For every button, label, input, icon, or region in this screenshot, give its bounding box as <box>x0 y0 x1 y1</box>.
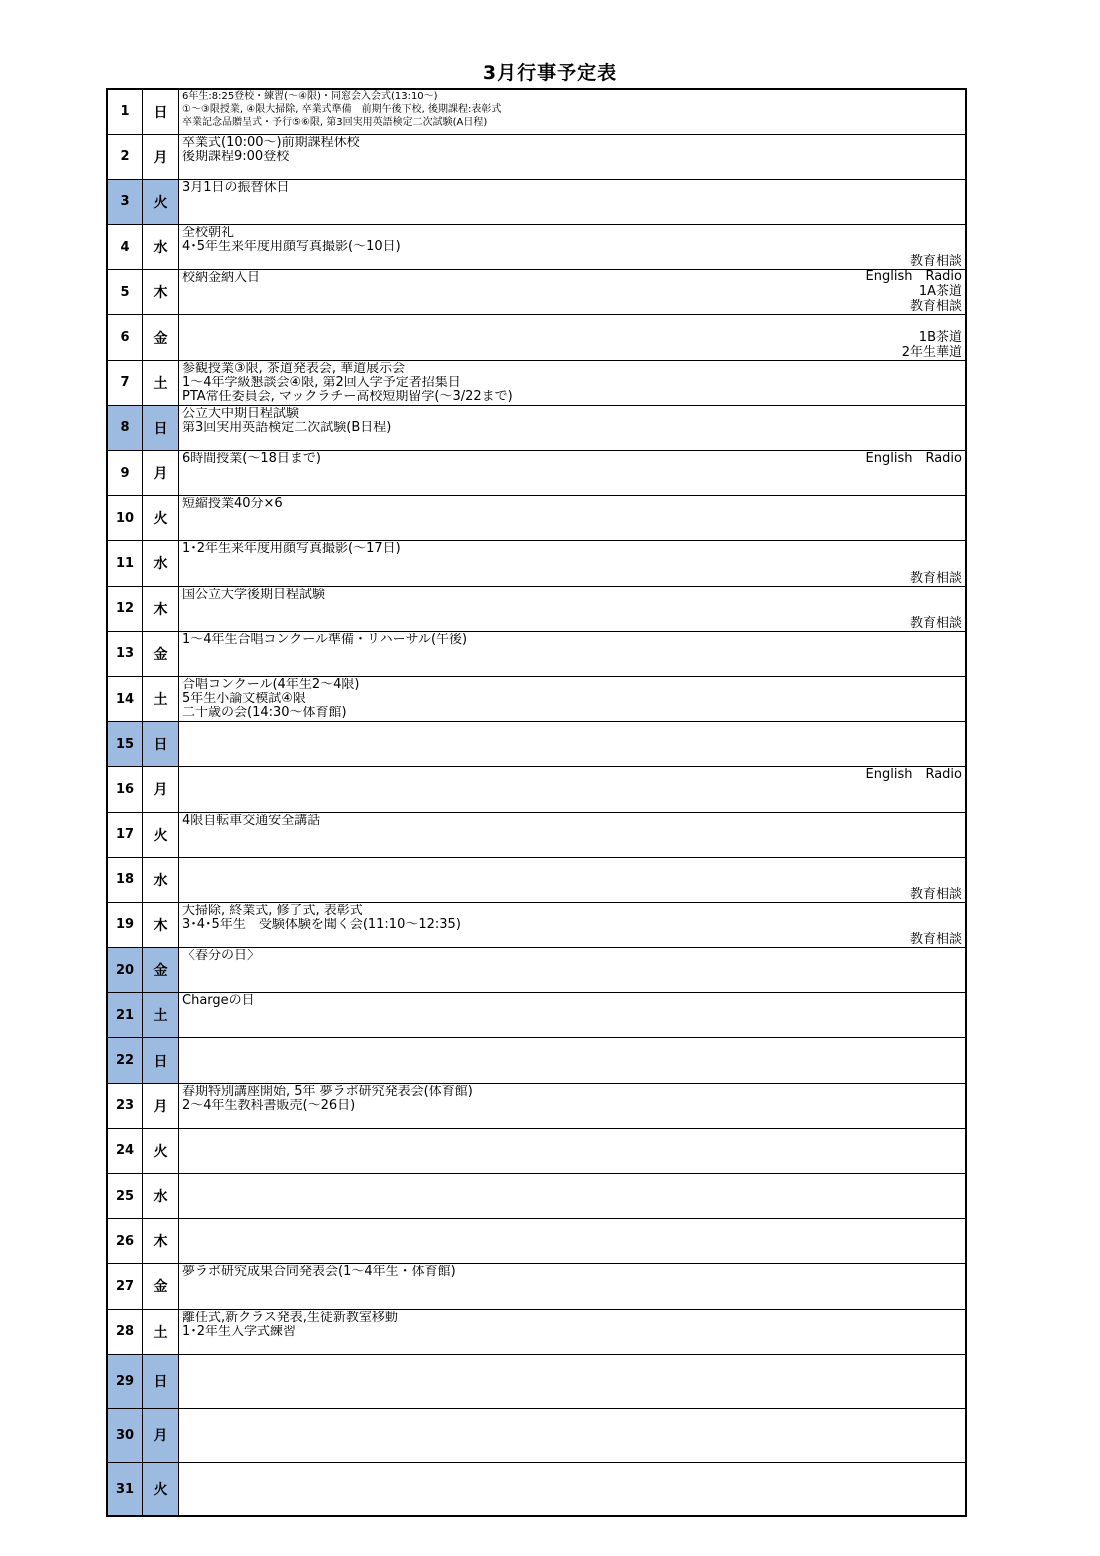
events-cell <box>179 1408 967 1462</box>
day-number: 19 <box>107 902 143 947</box>
events-cell <box>179 1354 967 1408</box>
right-note: English Radio <box>865 451 962 466</box>
day-number: 18 <box>107 857 143 902</box>
day-number: 15 <box>107 722 143 767</box>
weekday: 月 <box>143 1408 179 1462</box>
schedule-row <box>107 631 966 676</box>
events-cell <box>179 89 967 134</box>
right-note: English Radio <box>865 269 962 285</box>
event-lines <box>179 1310 965 1339</box>
right-notes <box>910 903 962 947</box>
weekday: 金 <box>143 631 179 676</box>
event-text: ①〜③限授業, ④限大掃除, 卒業式準備 前期午後下校, 後期課程:表彰式 <box>182 104 502 115</box>
event-text: 〈春分の日〉 <box>182 949 261 964</box>
day-number: 25 <box>107 1174 143 1219</box>
schedule-row <box>107 179 966 224</box>
right-note: 1A茶道 <box>918 284 962 300</box>
day-number: 22 <box>107 1038 143 1083</box>
events-cell <box>179 722 967 767</box>
events-cell <box>179 1174 967 1219</box>
schedule-row <box>107 676 966 721</box>
schedule-row <box>107 902 966 947</box>
weekday: 日 <box>143 89 179 134</box>
events-cell <box>179 1462 967 1516</box>
weekday: 日 <box>143 722 179 767</box>
weekday: 火 <box>143 1462 179 1516</box>
weekday: 月 <box>143 767 179 812</box>
right-notes <box>902 315 962 359</box>
event-lines <box>179 1038 965 1039</box>
events-cell <box>179 225 967 270</box>
right-note: 2年生華道 <box>901 344 962 360</box>
events-cell <box>179 360 967 405</box>
schedule-row <box>107 1128 966 1173</box>
event-lines <box>179 1219 965 1220</box>
event-lines <box>179 993 965 1008</box>
event-text: 1〜4年学級懇談会④限, 第2回入学予定者招集日 <box>182 375 461 390</box>
event-lines <box>179 541 965 556</box>
events-cell <box>179 134 967 179</box>
event-lines <box>179 1355 965 1356</box>
events-cell <box>179 767 967 812</box>
schedule-row <box>107 722 966 767</box>
weekday: 日 <box>143 1038 179 1083</box>
day-number: 5 <box>107 270 143 315</box>
event-text: 5年生小論文模試④限 <box>182 691 306 706</box>
events-cell <box>179 405 967 450</box>
weekday: 水 <box>143 541 179 586</box>
weekday: 金 <box>143 315 179 360</box>
event-lines <box>179 632 965 647</box>
right-notes <box>866 270 962 314</box>
schedule-row <box>107 857 966 902</box>
weekday: 水 <box>143 225 179 270</box>
event-text: 短縮授業40分×6 <box>182 497 283 512</box>
right-notes <box>866 767 962 811</box>
event-text: 大掃除, 終業式, 修了式, 表彰式 <box>182 903 363 918</box>
day-number: 14 <box>107 676 143 721</box>
event-text: 全校朝礼 <box>182 226 235 241</box>
event-lines <box>179 406 965 435</box>
schedule-row <box>107 1083 966 1128</box>
event-lines <box>179 587 965 602</box>
weekday: 土 <box>143 676 179 721</box>
schedule-row <box>107 451 966 496</box>
schedule-row <box>107 405 966 450</box>
event-lines <box>179 496 965 511</box>
event-text: 夢ラボ研究成果合同発表会(1〜4年生・体育館) <box>182 1265 456 1280</box>
weekday: 水 <box>143 1174 179 1219</box>
day-number: 23 <box>107 1083 143 1128</box>
event-lines <box>179 1409 965 1410</box>
schedule-row <box>107 541 966 586</box>
schedule-row <box>107 89 966 134</box>
day-number: 31 <box>107 1462 143 1516</box>
weekday: 金 <box>143 1264 179 1309</box>
events-cell <box>179 902 967 947</box>
event-text: 卒業式(10:00〜)前期課程休校 <box>182 135 360 150</box>
schedule-row <box>107 1038 966 1083</box>
weekday: 日 <box>143 405 179 450</box>
right-note: 教育相談 <box>909 254 962 270</box>
day-number: 20 <box>107 948 143 993</box>
events-cell <box>179 541 967 586</box>
right-notes <box>910 541 962 585</box>
event-text: 3月1日の振替休日 <box>182 180 290 195</box>
events-cell <box>179 631 967 676</box>
event-lines <box>179 1129 965 1130</box>
events-cell <box>179 993 967 1038</box>
right-note: English Radio <box>865 767 962 783</box>
events-cell <box>179 1219 967 1264</box>
right-note: 教育相談 <box>909 886 962 902</box>
day-number: 27 <box>107 1264 143 1309</box>
event-lines <box>179 180 965 195</box>
event-lines <box>179 90 965 129</box>
weekday: 水 <box>143 857 179 902</box>
event-lines <box>179 1463 965 1464</box>
day-number: 26 <box>107 1219 143 1264</box>
events-cell <box>179 857 967 902</box>
event-text: 第3回実用英語検定二次試験(B日程) <box>182 420 392 435</box>
weekday: 火 <box>143 496 179 541</box>
event-lines <box>179 813 965 828</box>
schedule-row <box>107 496 966 541</box>
schedule-row <box>107 993 966 1038</box>
weekday: 土 <box>143 993 179 1038</box>
event-lines <box>179 722 965 723</box>
weekday: 月 <box>143 451 179 496</box>
event-text: 6時間授業(〜18日まで) <box>182 452 321 466</box>
events-cell <box>179 1038 967 1083</box>
schedule-row <box>107 1354 966 1408</box>
events-cell <box>179 315 967 360</box>
event-lines <box>179 135 965 164</box>
day-number: 8 <box>107 405 143 450</box>
event-text: 1〜4年生合唱コンクール準備・リハーサル(午後) <box>182 632 468 647</box>
schedule-row <box>107 1264 966 1309</box>
event-lines <box>179 677 965 720</box>
weekday: 木 <box>143 270 179 315</box>
right-notes <box>910 858 962 902</box>
event-text: 参観授業③限, 茶道発表会, 華道展示会 <box>182 361 406 376</box>
schedule-row <box>107 1219 966 1264</box>
right-note: 1B茶道 <box>918 329 962 345</box>
right-note: 教育相談 <box>909 570 962 586</box>
schedule-row <box>107 767 966 812</box>
events-cell <box>179 1128 967 1173</box>
day-number: 28 <box>107 1309 143 1354</box>
event-text: 2〜4年生教科書販売(〜26日) <box>182 1098 356 1113</box>
weekday: 土 <box>143 1309 179 1354</box>
schedule-row <box>107 1462 966 1516</box>
event-text: 校納金納入日 <box>182 271 261 286</box>
weekday: 日 <box>143 1354 179 1408</box>
events-cell <box>179 676 967 721</box>
event-text: 1･2年生入学式練習 <box>182 1324 297 1339</box>
schedule-row <box>107 812 966 857</box>
day-number: 10 <box>107 496 143 541</box>
event-text: 3･4･5年生 受験体験を聞く会(11:10〜12:35) <box>182 917 461 932</box>
weekday: 木 <box>143 586 179 631</box>
event-text: 後期課程9:00登校 <box>182 149 290 164</box>
day-number: 29 <box>107 1354 143 1408</box>
weekday: 月 <box>143 1083 179 1128</box>
event-text: Chargeの日 <box>182 994 255 1009</box>
events-cell <box>179 586 967 631</box>
event-text: 国公立大学後期日程試験 <box>182 587 326 602</box>
events-cell <box>179 1309 967 1354</box>
day-number: 13 <box>107 631 143 676</box>
right-notes <box>910 587 962 631</box>
event-text: 4･5年生来年度用顔写真撮影(〜10日) <box>182 240 401 255</box>
day-number: 4 <box>107 225 143 270</box>
day-number: 16 <box>107 767 143 812</box>
page-title: 3月行事予定表 <box>482 62 618 84</box>
day-number: 21 <box>107 993 143 1038</box>
schedule-row <box>107 948 966 993</box>
right-note: 教育相談 <box>909 615 962 631</box>
weekday: 土 <box>143 360 179 405</box>
day-number: 24 <box>107 1128 143 1173</box>
events-cell <box>179 179 967 224</box>
schedule-row <box>107 270 966 315</box>
right-note: 教育相談 <box>909 299 962 315</box>
weekday: 木 <box>143 902 179 947</box>
event-text: 6年生:8:25登校・練習(〜④限)・同窓会入会式(13:10〜) <box>182 91 438 102</box>
day-number: 17 <box>107 812 143 857</box>
weekday: 火 <box>143 179 179 224</box>
event-text: 二十歳の会(14:30〜体育館) <box>182 705 347 720</box>
schedule-row <box>107 315 966 360</box>
events-cell <box>179 1083 967 1128</box>
events-cell <box>179 451 967 496</box>
schedule-row <box>107 1174 966 1219</box>
day-number: 12 <box>107 586 143 631</box>
event-lines <box>179 361 965 404</box>
day-number: 7 <box>107 360 143 405</box>
events-cell <box>179 948 967 993</box>
day-number: 30 <box>107 1408 143 1462</box>
event-lines <box>179 1084 965 1113</box>
schedule-table <box>106 88 967 1517</box>
event-lines <box>179 1264 965 1279</box>
day-number: 6 <box>107 315 143 360</box>
event-lines <box>179 767 965 768</box>
schedule-row <box>107 360 966 405</box>
events-cell <box>179 1264 967 1309</box>
schedule-row <box>107 586 966 631</box>
right-notes <box>866 451 962 495</box>
schedule-row <box>107 134 966 179</box>
schedule-row <box>107 225 966 270</box>
day-number: 9 <box>107 451 143 496</box>
event-text: PTA常任委員会, マックラチー高校短期留学(〜3/22まで) <box>182 389 513 404</box>
events-cell <box>179 812 967 857</box>
day-number: 3 <box>107 179 143 224</box>
weekday: 火 <box>143 1128 179 1173</box>
event-text: 公立大中期日程試験 <box>182 406 300 421</box>
day-number: 2 <box>107 134 143 179</box>
event-lines <box>179 948 965 963</box>
right-notes <box>910 225 962 269</box>
event-lines <box>179 225 965 254</box>
event-lines <box>179 315 965 316</box>
event-text: 離任式,新クラス発表,生徒新教室移動 <box>182 1310 398 1325</box>
events-cell <box>179 496 967 541</box>
right-note: 教育相談 <box>909 932 962 948</box>
weekday: 火 <box>143 812 179 857</box>
event-lines <box>179 1174 965 1175</box>
day-number: 1 <box>107 89 143 134</box>
event-lines <box>179 451 965 466</box>
event-lines <box>179 270 965 285</box>
event-text: 4限自転車交通安全講話 <box>182 813 321 828</box>
weekday: 月 <box>143 134 179 179</box>
schedule-row <box>107 1408 966 1462</box>
event-lines <box>179 858 965 859</box>
event-lines <box>179 903 965 932</box>
weekday: 金 <box>143 948 179 993</box>
events-cell <box>179 270 967 315</box>
event-text: 1･2年生来年度用顔写真撮影(〜17日) <box>182 542 401 557</box>
day-number: 11 <box>107 541 143 586</box>
schedule-row <box>107 1309 966 1354</box>
event-text: 卒業記念品贈呈式・予行⑤⑥限, 第3回実用英語検定二次試験(A日程) <box>182 117 488 128</box>
weekday: 木 <box>143 1219 179 1264</box>
event-text: 春期特別講座開始, 5年 夢ラボ研究発表会(体育館) <box>182 1084 473 1099</box>
event-text: 合唱コンクール(4年生2〜4限) <box>182 677 360 692</box>
